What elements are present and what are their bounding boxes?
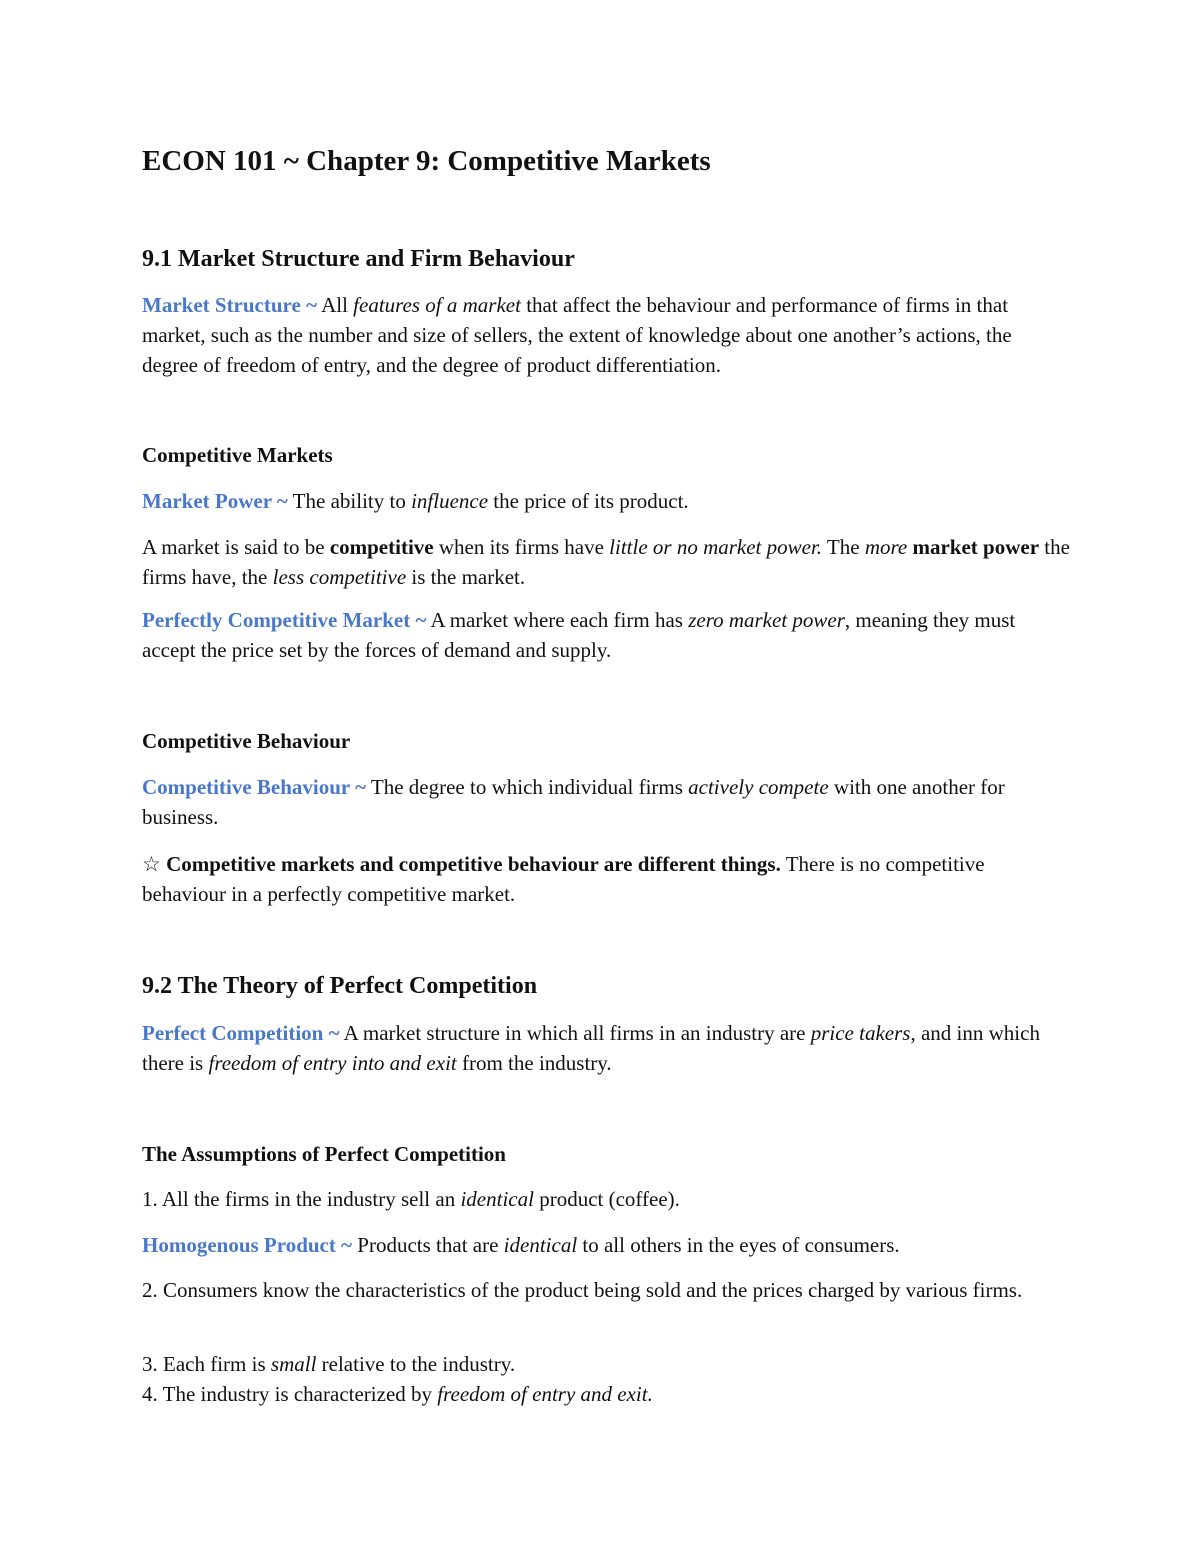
text: A market where each firm has: [426, 608, 689, 632]
document-title: ECON 101 ~ Chapter 9: Competitive Markets: [142, 145, 711, 177]
emphasis: zero market power: [688, 608, 845, 632]
emphasis: little or no market power.: [609, 535, 823, 559]
term-competitive-behaviour: Competitive Behaviour ~: [142, 775, 367, 799]
bold-text: Competitive markets and competitive behaviour are different things.: [160, 852, 781, 876]
star-icon: ☆: [142, 852, 161, 876]
emphasis: more: [864, 535, 908, 559]
text: relative to the industry.: [316, 1352, 516, 1376]
emphasis: identical: [503, 1233, 578, 1257]
definition-perfect-competition: [142, 1018, 1072, 1078]
text: when its firms have: [433, 535, 610, 559]
term-perfectly-competitive-market: Perfectly Competitive Market ~: [142, 608, 427, 632]
section-heading-9-1: 9.1 Market Structure and Firm Behaviour: [142, 246, 575, 272]
definition-market-structure: [142, 290, 1072, 380]
term-perfect-competition: Perfect Competition ~: [142, 1021, 340, 1045]
text: The: [822, 535, 865, 559]
definition-competitive-behaviour: [142, 772, 1072, 832]
text: A market structure in which all firms in an industry are: [339, 1021, 811, 1045]
text: that affect the behaviour and performance of firms in that market, such as the number and size of sellers, the extent of knowledge about one another’s actions, the degree of freedom of entry, and the degree of product differentiation.: [142, 293, 1012, 377]
text: from the industry.: [456, 1051, 612, 1075]
subheading-competitive-markets: Competitive Markets: [142, 443, 333, 467]
text: A market is said to be: [142, 535, 330, 559]
text: is the market.: [406, 565, 526, 589]
emphasis: small: [270, 1352, 317, 1376]
definition-perfectly-competitive-market: [142, 605, 1072, 665]
bold-text: competitive: [329, 535, 434, 559]
text: , meaning they must accept the price set by the forces of demand and supply.: [142, 608, 1016, 662]
assumption-1: [142, 1184, 1072, 1214]
text: The degree to which individual firms: [366, 775, 689, 799]
text: 2. Consumers know the characteristics of the product being sold and the prices charged by various firms.: [142, 1278, 1023, 1302]
subheading-assumptions: The Assumptions of Perfect Competition: [142, 1142, 506, 1166]
text: , and inn which there is: [142, 1021, 1040, 1075]
text: the price of its product.: [488, 489, 689, 513]
emphasis: influence: [411, 489, 489, 513]
definition-market-power: [142, 486, 1072, 516]
text: Products that are: [352, 1233, 504, 1257]
section-heading-9-2: 9.2 The Theory of Perfect Competition: [142, 973, 538, 999]
subheading-competitive-behaviour: Competitive Behaviour: [142, 729, 351, 753]
text: 4. The industry is characterized by: [142, 1382, 438, 1406]
text: The ability to: [287, 489, 412, 513]
emphasis: identical: [460, 1187, 534, 1211]
emphasis: actively compete: [688, 775, 829, 799]
text: 1. All the firms in the industry sell an: [142, 1187, 461, 1211]
emphasis: less competitive: [272, 565, 407, 589]
assumption-4: [142, 1379, 1072, 1409]
note-competitive-markets: [142, 849, 1072, 909]
text: the firms have, the: [142, 535, 1070, 589]
term-homogenous-product: Homogenous Product ~: [142, 1233, 353, 1257]
text: There is no competitive behaviour in a perfectly competitive market.: [142, 852, 985, 906]
emphasis: price takers: [810, 1021, 911, 1045]
text: to all others in the eyes of consumers.: [577, 1233, 900, 1257]
paragraph-competitive-market: [142, 532, 1072, 592]
emphasis: freedom of entry and exit.: [437, 1382, 653, 1406]
term-market-power: Market Power ~: [142, 489, 288, 513]
text: 3. Each firm is: [142, 1352, 271, 1376]
assumption-2: [142, 1275, 1072, 1305]
text: All: [316, 293, 354, 317]
text: product (coffee).: [533, 1187, 680, 1211]
assumption-3: [142, 1349, 1072, 1379]
emphasis: freedom of entry into and exit: [208, 1051, 457, 1075]
term-market-structure: Market Structure ~: [142, 293, 317, 317]
text: with one another for business.: [142, 775, 1005, 829]
bold-text: market power: [912, 535, 1040, 559]
definition-homogenous-product: [142, 1230, 1072, 1260]
emphasis: features of a market: [353, 293, 521, 317]
